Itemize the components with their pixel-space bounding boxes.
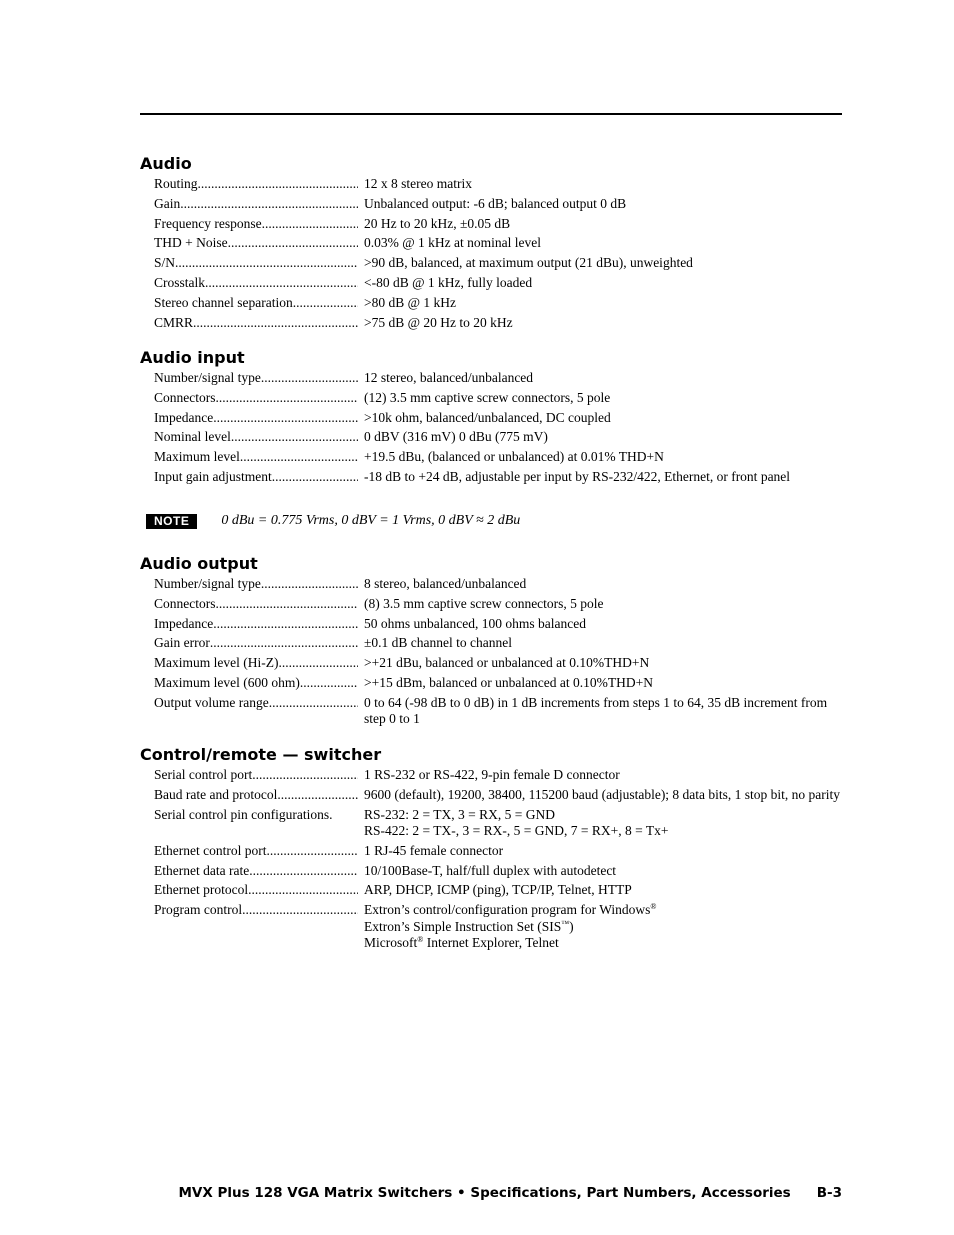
spec-row <box>140 275 842 292</box>
spec-value: 8 stereo, balanced/unbalanced <box>364 576 527 591</box>
footer-title: MVX Plus 128 VGA Matrix Switchers • Specifications, Part Numbers, Accessories <box>178 1185 791 1201</box>
spec-label: Routing <box>154 176 198 191</box>
spec-row <box>140 196 842 213</box>
spec-value: >75 dB @ 20 Hz to 20 kHz <box>364 314 513 330</box>
spec-label: Serial control pin configurations. <box>154 806 333 822</box>
audio-input-section <box>140 348 842 489</box>
note <box>146 513 520 529</box>
spec-row <box>140 255 842 272</box>
spec-value: (12) 3.5 mm captive screw connectors, 5 pole <box>364 389 611 405</box>
spec-value: 9600 (default), 19200, 38400, 115200 baud (adjustable); 8 data bits, 1 stop bit, no parity <box>364 786 841 802</box>
spec-value-line: RS-422: 2 = TX-, 3 = RX-, 5 = GND, 7 = RX+, 8 = Tx+ <box>364 823 669 839</box>
spec-value: 0.03% @ 1 kHz at nominal level <box>364 235 542 251</box>
spec-value: >80 dB @ 1 kHz <box>364 294 457 310</box>
audio-output-section <box>140 554 842 731</box>
spec-value: 10/100Base-T, half/full duplex with autodetect <box>364 862 617 878</box>
spec-label: Frequency response <box>154 215 262 231</box>
spec-row <box>140 410 842 427</box>
spec-value: >10k ohm, balanced/unbalanced, DC coupled <box>364 409 611 425</box>
spec-row <box>140 695 842 728</box>
spec-label: Gain error <box>154 635 210 651</box>
spec-row <box>140 807 842 840</box>
spec-value: 1 RJ-45 female connector <box>364 842 504 858</box>
spec-value: -18 dB to +24 dB, adjustable per input by RS-232/422, Ethernet, or front panel <box>364 468 791 484</box>
page-number: B-3 <box>816 1185 842 1201</box>
spec-row <box>140 295 842 312</box>
section-title: Control/remote — switcher <box>140 745 382 764</box>
spec-label: CMRR <box>154 314 194 330</box>
spec-row <box>140 449 842 466</box>
spec-row <box>140 767 842 784</box>
spec-row <box>140 787 842 804</box>
header-rule <box>140 113 842 115</box>
section-title: Audio input <box>140 348 245 367</box>
spec-label: S/N <box>154 255 176 271</box>
spec-label: THD + Noise <box>154 235 228 251</box>
spec-label: Baud rate and protocol <box>154 786 278 802</box>
spec-label: Maximum level (Hi-Z) <box>154 655 279 671</box>
spec-value: >90 dB, balanced, at maximum output (21 dBu), unweighted <box>364 255 693 271</box>
spec-row <box>140 429 842 446</box>
spec-row <box>140 863 842 880</box>
spec-value-line: Microsoft® Internet Explorer, Telnet <box>364 935 559 951</box>
page-footer <box>179 1185 843 1201</box>
spec-value: (8) 3.5 mm captive screw connectors, 5 pole <box>364 595 604 611</box>
spec-value: 0 dBV (316 mV) 0 dBu (775 mV) <box>364 429 548 445</box>
spec-label: Maximum level (600 ohm) <box>154 674 300 690</box>
spec-row <box>140 675 842 692</box>
spec-value: ARP, DHCP, ICMP (ping), TCP/IP, Telnet, HTTP <box>364 882 632 898</box>
spec-label: Connectors <box>154 595 216 611</box>
spec-value: Unbalanced output: -6 dB; balanced output 0 dB <box>364 195 627 211</box>
registered-mark: ® <box>650 902 657 912</box>
spec-row <box>140 843 842 860</box>
spec-label: Connectors <box>154 389 216 405</box>
spec-label: Ethernet data rate <box>154 862 250 878</box>
spec-label: Output volume range <box>154 694 269 710</box>
spec-value: 12 x 8 stereo matrix <box>364 176 472 191</box>
spec-row <box>140 616 842 633</box>
spec-row <box>140 469 842 486</box>
spec-row <box>140 655 842 672</box>
spec-value: 20 Hz to 20 kHz, ±0.05 dB <box>364 215 511 231</box>
spec-row <box>140 882 842 899</box>
spec-label: Stereo channel separation <box>154 294 293 310</box>
spec-row <box>140 216 842 233</box>
registered-mark: ® <box>417 935 424 945</box>
audio-section <box>140 154 842 334</box>
spec-label: Crosstalk <box>154 274 206 290</box>
spec-value: +19.5 dBu, (balanced or unbalanced) at 0.01% THD+N <box>364 449 664 465</box>
spec-label: Input gain adjustment <box>154 468 272 484</box>
spec-value <box>364 807 842 840</box>
spec-row <box>140 315 842 332</box>
spec-value: 12 stereo, balanced/unbalanced <box>364 370 534 385</box>
spec-value: >+15 dBm, balanced or unbalanced at 0.10%THD+N <box>364 674 654 690</box>
spec-value: 1 RS-232 or RS-422, 9-pin female D connector <box>364 767 620 782</box>
spec-row <box>140 370 842 387</box>
spec-value: 0 to 64 (-98 dB to 0 dB) in 1 dB increments from steps 1 to 64, 35 dB increment from step 0 to 1 <box>364 694 828 727</box>
spec-label: Program control <box>154 902 243 918</box>
spec-label: Nominal level <box>154 429 231 445</box>
spec-row <box>140 390 842 407</box>
note-badge: NOTE <box>146 514 197 529</box>
spec-row <box>140 635 842 652</box>
spec-row <box>140 235 842 252</box>
spec-row <box>140 176 842 193</box>
control-section <box>140 745 842 955</box>
trademark-mark: ™ <box>561 918 570 928</box>
spec-row <box>140 576 842 593</box>
spec-label: Ethernet control port <box>154 842 267 858</box>
spec-row <box>140 596 842 613</box>
note-text: 0 dBu = 0.775 Vrms, 0 dBV = 1 Vrms, 0 dBV ≈ 2 dBu <box>221 513 521 528</box>
spec-value-line: Extron’s Simple Instruction Set (SIS™) <box>364 918 574 934</box>
spec-value-line: Extron’s control/configuration program for Windows® <box>364 902 657 918</box>
spec-value <box>364 902 842 952</box>
spec-label: Impedance <box>154 615 214 631</box>
section-title: Audio <box>140 154 192 173</box>
section-title: Audio output <box>140 554 258 573</box>
spec-label: Gain <box>154 195 181 211</box>
spec-label: Number/signal type <box>154 576 261 591</box>
spec-label: Serial control port <box>154 767 253 782</box>
spec-row <box>140 902 842 952</box>
spec-value: 50 ohms unbalanced, 100 ohms balanced <box>364 615 586 631</box>
spec-value-line: RS-232: 2 = TX, 3 = RX, 5 = GND <box>364 806 555 822</box>
spec-label: Ethernet protocol <box>154 882 249 898</box>
spec-value: <-80 dB @ 1 kHz, fully loaded <box>364 274 533 290</box>
spec-label: Maximum level <box>154 449 240 465</box>
spec-label: Number/signal type <box>154 370 261 385</box>
spec-label: Impedance <box>154 409 214 425</box>
spec-value: ±0.1 dB channel to channel <box>364 635 512 651</box>
spec-value: >+21 dBu, balanced or unbalanced at 0.10%THD+N <box>364 655 650 671</box>
